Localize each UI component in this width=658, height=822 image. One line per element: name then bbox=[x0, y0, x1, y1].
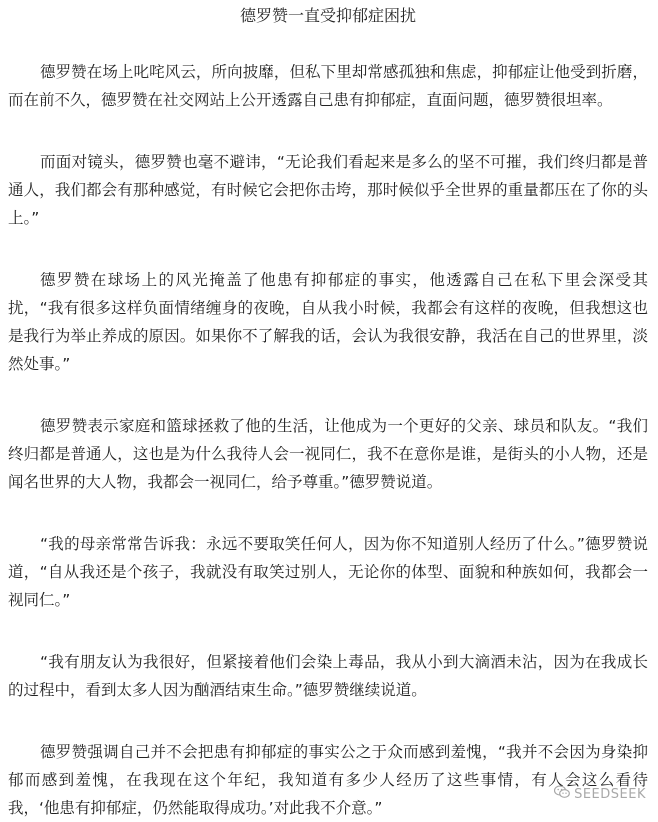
article-title: 德罗赞一直受抑郁症困扰 bbox=[239, 6, 416, 25]
paragraph-3: 德罗赞在球场上的风光掩盖了他患有抑郁症的事实，他透露自己在私下里会深受其扰，“我有很多这样负面情绪缠身的夜晚，自从我小时候，我都会有这样的夜晚，但我想这也是我行为举止养成的原因。如果你不了解我的话，会认为我很安静，我活在自己的世界里，淡然处事。” bbox=[8, 271, 648, 373]
paragraph-5: “我的母亲常常告诉我：永远不要取笑任何人，因为你不知道别人经历了什么。”德罗赞说道，“自从我还是个孩子，我就没有取笑过别人，无论你的体型、面貌和种族如何，我都会一视同仁。” bbox=[8, 535, 648, 609]
paragraph-1: 德罗赞在场上叱咤风云，所向披靡，但私下里却常感孤独和焦虑，抑郁症让他受到折磨，而在前不久，德罗赞在社交网站上公开透露自己患有抑郁症，直面问题，德罗赞很坦率。 bbox=[8, 63, 648, 109]
wechat-icon bbox=[554, 785, 570, 803]
watermark bbox=[554, 785, 646, 803]
watermark-text: SEEDSEEK bbox=[574, 786, 646, 802]
paragraph-4: 德罗赞表示家庭和篮球拯救了他的生活，让他成为一个更好的父亲、球员和队友。“我们终归都是普通人，这也是为什么我待人会一视同仁，我不在意你是谁，是街头的小人物，还是闻名世界的大人物，我都会一视同仁，给予尊重。”德罗赞说道。 bbox=[8, 417, 648, 491]
paragraph-2: 而面对镜头，德罗赞也毫不避讳，“无论我们看起来是多么的坚不可摧，我们终归都是普通人，我们都会有那种感觉，有时候它会把你击垮，那时候似乎全世界的重量都压在了你的头上。” bbox=[8, 153, 648, 227]
paragraph-6: “我有朋友认为我很好，但紧接着他们会染上毒品，我从小到大滴酒未沾，因为在我成长的过程中，看到太多人因为酗酒结束生命。”德罗赞继续说道。 bbox=[8, 653, 648, 699]
paragraph-7: 德罗赞强调自己并不会把患有抑郁症的事实公之于众而感到羞愧，“我并不会因为身染抑郁而感到羞愧，在我现在这个年纪，我知道有多少人经历了这些事情，有人会这么看待我，‘他患有抑郁症，仍然能取得成功。’对此我不介意。” bbox=[8, 743, 648, 817]
